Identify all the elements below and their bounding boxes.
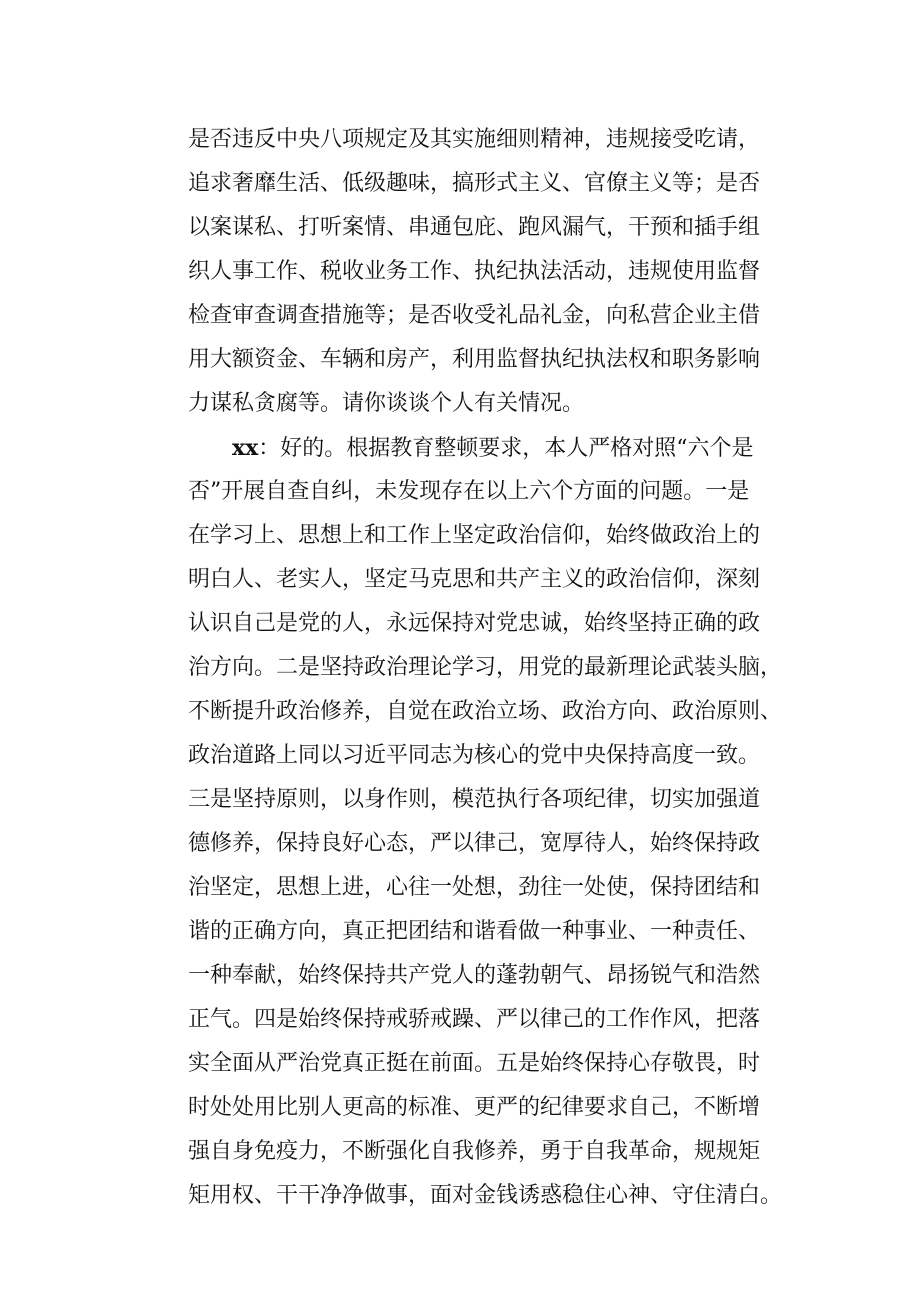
text-line: 德修养，保持良好心态，严以律己，宽厚待人，始终保持政 bbox=[188, 831, 761, 856]
text-line: 政治道路上同以习近平同志为核心的党中央保持高度一致。 bbox=[188, 743, 761, 768]
text-line: 一种奉献，始终保持共产党人的蓬勃朝气、昂扬锐气和浩然 bbox=[188, 963, 761, 988]
text-line: 时处处用比别人更高的标准、更严的纪律要求自己，不断增 bbox=[188, 1095, 761, 1120]
text-line: 谐的正确方向，真正把团结和谐看做一种事业、一种责任、 bbox=[188, 919, 761, 944]
text-line: 织人事工作、税收业务工作、执纪执法活动，违规使用监督 bbox=[188, 259, 761, 284]
text-line: 用大额资金、车辆和房产，利用监督执纪执法权和职务影响 bbox=[188, 347, 761, 372]
text-line: 三是坚持原则，以身作则，模范执行各项纪律，切实加强道 bbox=[188, 787, 761, 812]
text-line: 矩用权、干干净净做事，面对金钱诱惑稳住心神、守住清白。 bbox=[188, 1183, 783, 1208]
text-line: 认识自己是党的人，永远保持对党忠诚，始终坚持正确的政 bbox=[188, 611, 761, 636]
text-line: 否”开展自查自纠，未发现存在以上六个方面的问题。一是 bbox=[188, 479, 750, 504]
text-line: 明白人、老实人，坚定马克思和共产主义的政治信仰，深刻 bbox=[188, 567, 761, 592]
text-line: 追求奢靡生活、低级趣味，搞形式主义、官僚主义等；是否 bbox=[188, 171, 761, 196]
text-line: 正气。四是始终保持戒骄戒躁、严以律己的工作作风，把落 bbox=[188, 1007, 761, 1032]
text-line: 治方向。二是坚持政治理论学习，用党的最新理论武装头脑， bbox=[188, 655, 783, 680]
question-paragraph bbox=[188, 118, 788, 426]
document-body bbox=[188, 118, 788, 1218]
answer-paragraph bbox=[188, 426, 788, 1218]
text-line: 实全面从严治党真正挺在前面。五是始终保持心存敬畏，时 bbox=[188, 1051, 761, 1076]
answer-first-line bbox=[188, 426, 788, 470]
text-line: 力谋私贪腐等。请你谈谈个人有关情况。 bbox=[188, 391, 585, 416]
text-line: 是否违反中央八项规定及其实施细则精神，违规接受吃请， bbox=[188, 127, 761, 152]
text-line: 检查审查调查措施等；是否收受礼品礼金，向私营企业主借 bbox=[188, 303, 761, 328]
text-line: 不断提升政治修养，自觉在政治立场、政治方向、政治原则、 bbox=[188, 699, 783, 724]
text-line: 治坚定，思想上进，心往一处想，劲往一处使，保持团结和 bbox=[188, 875, 761, 900]
speaker-label: xx bbox=[232, 435, 259, 461]
text-line: 强自身免疫力，不断强化自我修养，勇于自我革命，规规矩 bbox=[188, 1139, 761, 1164]
text-line: 在学习上、思想上和工作上坚定政治信仰，始终做政治上的 bbox=[188, 523, 761, 548]
text-line: 以案谋私、打听案情、串通包庇、跑风漏气，干预和插手组 bbox=[188, 215, 761, 240]
answer-first-line-text: ：好的。根据教育整顿要求，本人严格对照“六个是 bbox=[258, 436, 754, 461]
